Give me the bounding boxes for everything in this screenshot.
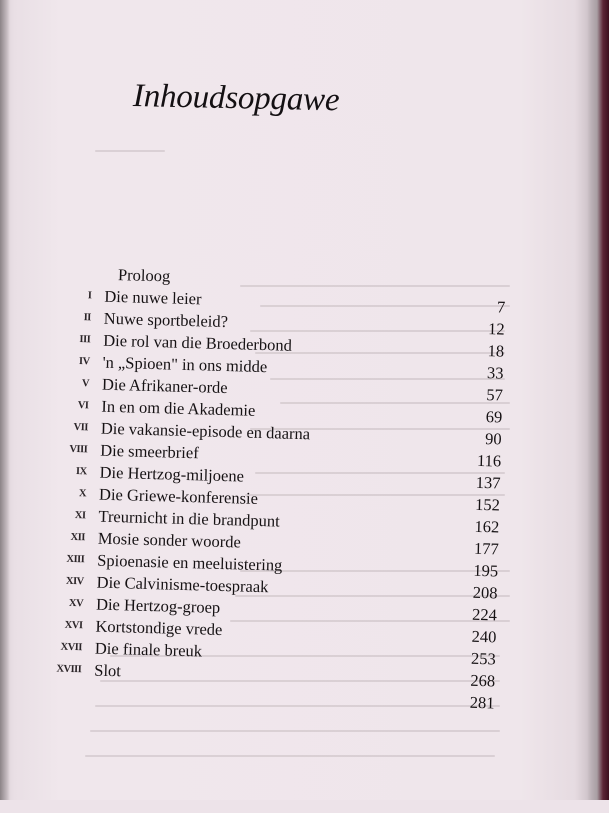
chapter-number: III: [79, 334, 91, 346]
chapter-number: I: [87, 290, 92, 302]
toc-label: Die smeerbrief: [99, 440, 199, 463]
chapter-number: XIII: [66, 553, 85, 566]
toc-label: Die Hertzog-groep: [95, 594, 221, 617]
chapter-number: XVI: [64, 619, 83, 632]
chapter-number: V: [81, 378, 90, 390]
toc-page: 7: [496, 297, 506, 317]
toc-page: 177: [473, 538, 499, 559]
chapter-number: XI: [74, 510, 86, 522]
toc-label: 'n „Spioen" in ons midde: [102, 352, 268, 377]
chapter-number: XV: [68, 597, 84, 610]
toc-page: 57: [486, 385, 504, 405]
chapter-number: VI: [77, 400, 89, 412]
chapter-number: IX: [75, 466, 87, 478]
toc-label: Die nuwe leier: [104, 286, 202, 309]
toc-page: 12: [487, 319, 505, 339]
toc-page: 90: [484, 429, 502, 449]
toc-page: 224: [471, 604, 498, 625]
chapter-number: XII: [70, 531, 86, 544]
chapter-number: IV: [78, 356, 90, 368]
toc-page: 253: [470, 648, 497, 669]
toc-page: 69: [485, 407, 503, 427]
toc-label: Die rol van die Broederbond: [102, 330, 293, 355]
toc-page: 268: [470, 670, 496, 691]
toc-label: Die Afrikaner-orde: [101, 374, 228, 398]
toc-page: 162: [474, 516, 500, 537]
toc-label: Die Hertzog-miljoene: [99, 462, 245, 486]
toc-page: 18: [487, 341, 505, 361]
toc-label: Proloog: [117, 265, 171, 286]
toc-page: 208: [472, 582, 498, 603]
chapter-number: II: [83, 312, 91, 324]
toc-page: 195: [473, 560, 499, 581]
toc-page: 152: [474, 494, 501, 515]
toc-label: Die finale breuk: [94, 638, 203, 661]
toc-label: Kortstondige vrede: [95, 616, 223, 640]
page-title: Inhoudsopgawe: [132, 78, 340, 119]
toc-page: 240: [471, 626, 497, 647]
toc-page: 116: [476, 450, 502, 471]
chapter-number: XVII: [60, 641, 83, 654]
toc-label: Treurnicht in die brandpunt: [98, 506, 280, 531]
chapter-number: XIV: [65, 575, 84, 588]
chapter-number: X: [78, 488, 87, 500]
toc-label: Spioenasie en meeluistering: [97, 550, 283, 575]
toc-label: Die Calvinisme-toespraak: [96, 572, 269, 597]
toc-label: Slot: [94, 660, 122, 681]
toc-page: 137: [475, 472, 501, 493]
chapter-number: VII: [73, 421, 89, 434]
toc-label: Nuwe sportbeleid?: [103, 308, 229, 332]
toc-label: In en om die Akademie: [101, 396, 256, 420]
toc-page: 33: [486, 363, 504, 383]
chapter-number: VIII: [69, 443, 88, 456]
toc-label: Die Griewe-konferensie: [98, 484, 259, 508]
chapter-number: XVIII: [56, 663, 82, 676]
toc-page: 281: [469, 692, 495, 713]
toc-label: Die vakansie-episode en daarna: [100, 418, 311, 444]
toc-label: Mosie sonder woorde: [97, 528, 242, 552]
